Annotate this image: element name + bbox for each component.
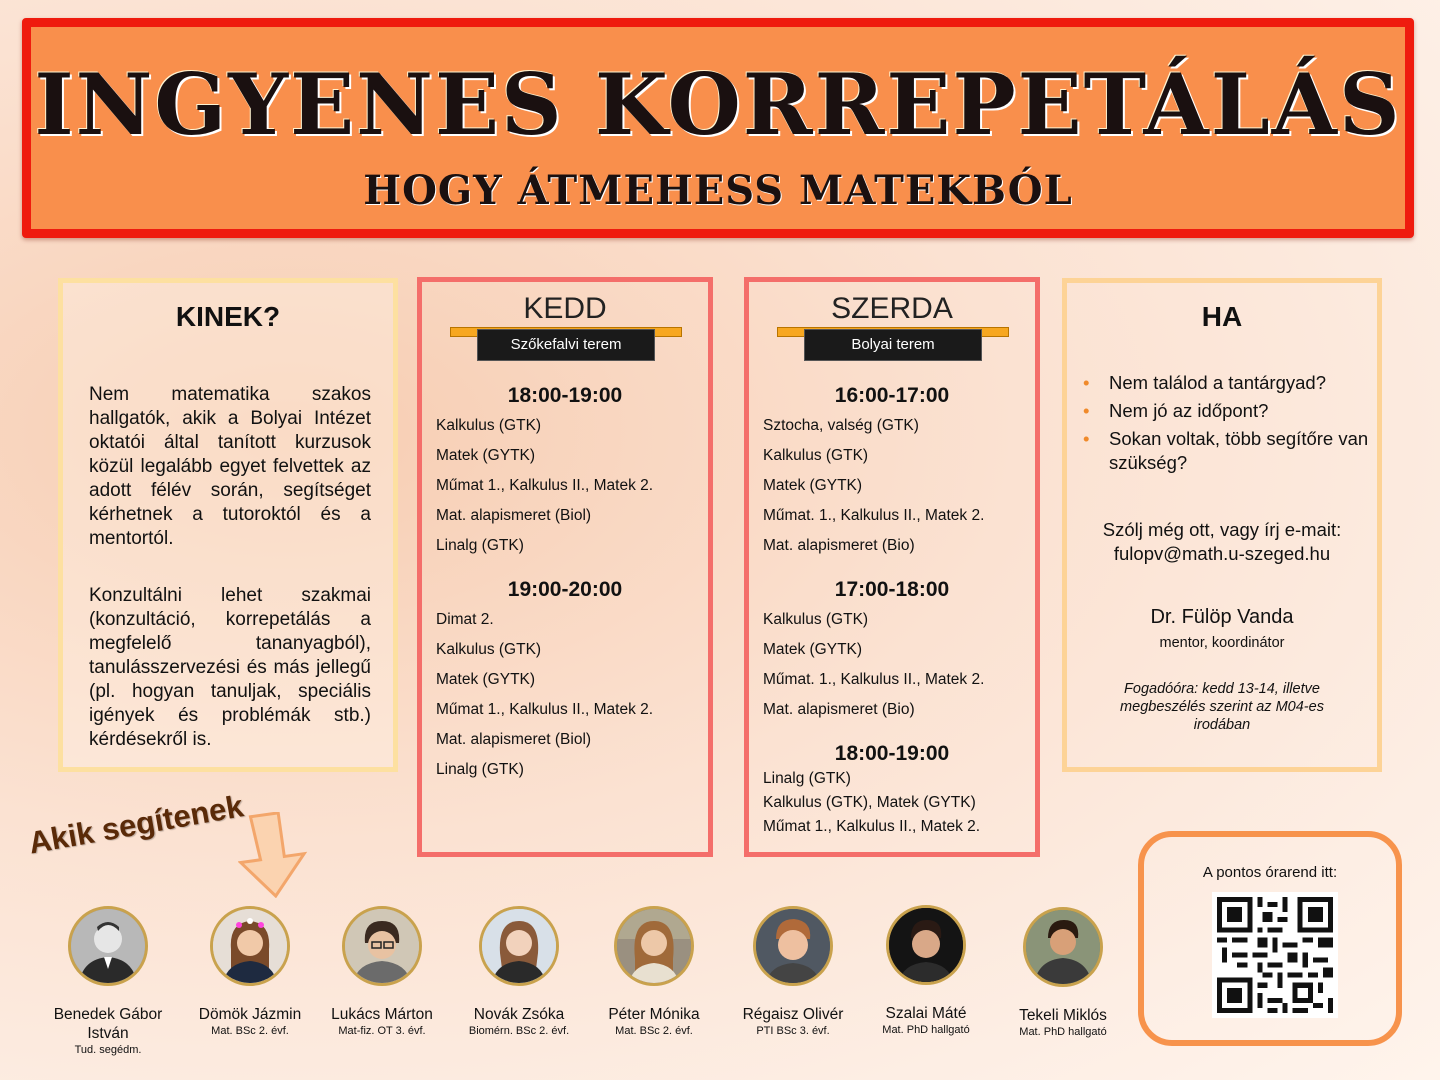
- szerda-day-heading: SZERDA: [831, 292, 953, 325]
- course-item: Kalkulus (GTK): [763, 447, 869, 464]
- avatar: [886, 905, 966, 985]
- coordinator-name: Dr. Fülöp Vanda: [1150, 606, 1294, 628]
- header-banner: [22, 18, 1414, 238]
- helper-role: Mat-fiz. OT 3. évf.: [338, 1025, 426, 1037]
- bullet-icon: •: [1083, 372, 1090, 393]
- office-hours: Fogadóóra: kedd 13-14, illetve megbeszélés szerint az M04-es irodában: [1120, 681, 1324, 733]
- helpers-heading: Akik segítenek: [26, 788, 246, 861]
- szerda-slot-2-time: 17:00-18:00: [834, 578, 950, 601]
- course-item: Mat. alapismeret (Biol): [436, 507, 592, 524]
- course-item: Dimat 2.: [436, 611, 494, 628]
- helper-role: Tud. segédm.: [74, 1044, 142, 1056]
- course-item: Mat. alapismeret (Bio): [763, 537, 915, 554]
- course-item: Linalg (GTK): [763, 770, 851, 787]
- helper-card: [175, 906, 325, 1038]
- ha-heading: HA: [1201, 301, 1243, 332]
- kedd-box: [417, 277, 713, 857]
- coordinator-role: mentor, koordinátor: [1159, 635, 1285, 651]
- kedd-slot-2-time: 19:00-20:00: [507, 578, 623, 601]
- kinek-box: [58, 278, 398, 772]
- course-item: Mat. alapismeret (Biol): [436, 731, 592, 748]
- ha-bullet-list: [1079, 371, 1369, 479]
- course-item: Sztocha, valség (GTK): [763, 417, 919, 434]
- contact-email[interactable]: fulopv@math.u-szeged.hu: [1113, 543, 1331, 564]
- szerda-box: [744, 277, 1040, 857]
- helper-card: [579, 906, 729, 1038]
- helper-role: Mat. BSc 2. évf.: [211, 1025, 289, 1037]
- list-item: • Nem jó az időpont?: [1083, 400, 1269, 421]
- helper-name: Novák Zsóka: [473, 1006, 565, 1023]
- course-item: Linalg (GTK): [436, 537, 524, 554]
- helper-name: Régaisz Olivér: [742, 1006, 844, 1023]
- helper-card: [444, 906, 594, 1038]
- list-item: • Sokan voltak, több segítőre van szükség?: [1083, 428, 1369, 473]
- qr-code-icon[interactable]: [1212, 892, 1338, 1018]
- bullet-icon: •: [1083, 400, 1090, 421]
- course-item: Matek (GYTK): [436, 671, 536, 688]
- helper-card: [718, 906, 868, 1038]
- kedd-slot-1-time: 18:00-19:00: [507, 384, 623, 407]
- avatar: [68, 906, 148, 986]
- helper-name: Szalai Máté: [885, 1005, 967, 1022]
- szerda-room-label: Bolyai terem: [804, 329, 982, 361]
- helper-name: Tekeli Miklós: [1019, 1007, 1107, 1024]
- kinek-paragraph-1: Nem matematika szakos hallgatók, akik a Bolyai Intézet oktatói által tanított kurzusok közül legalább egyet felvettek az adott félév során, segítséget kérhetnek a tutoroktól és a mentortól.: [89, 384, 371, 549]
- course-item: Kalkulus (GTK): [763, 611, 869, 628]
- course-item: Műmat. 1., Kalkulus II., Matek 2.: [763, 507, 985, 524]
- avatar: [614, 906, 694, 986]
- helper-card: [851, 905, 1001, 1037]
- course-item: Kalkulus (GTK): [436, 417, 542, 434]
- avatar: [210, 906, 290, 986]
- avatar: [1023, 907, 1103, 987]
- course-item: Matek (GYTK): [436, 447, 536, 464]
- helper-card: [988, 907, 1138, 1039]
- kedd-day-heading: KEDD: [523, 292, 607, 325]
- helper-role: Biomérn. BSc 2. évf.: [468, 1025, 570, 1037]
- szerda-slot-3-time: 18:00-19:00: [834, 742, 950, 765]
- kinek-paragraph-2: Konzultálni lehet szakmai (konzultáció, korrepetálás a megfelelő tananyagból), tanulásszervezési és más jellegű (pl. hogyan tanuljak, speciális igények és problémák stb.) kérdésekről is.: [89, 585, 371, 750]
- contact-line: Szólj még ott, vagy írj e-mait:: [1102, 519, 1342, 540]
- kedd-room-label: Szőkefalvi terem: [477, 329, 655, 361]
- course-item: Műmat 1., Kalkulus II., Matek 2.: [763, 818, 981, 835]
- poster-subtitle: HOGY ÁTMEHESS MATEKBÓL: [363, 167, 1073, 214]
- helper-name: Benedek Gábor István: [53, 1006, 163, 1042]
- szerda-slot-1-time: 16:00-17:00: [834, 384, 950, 407]
- helper-card: [307, 906, 457, 1038]
- course-item: Mat. alapismeret (Bio): [763, 701, 915, 718]
- ha-box: [1062, 278, 1382, 772]
- poster-title: INGYENES KORREPETÁLÁS: [34, 55, 1402, 154]
- course-item: Matek (GYTK): [763, 641, 863, 658]
- helper-card: [33, 906, 183, 1057]
- helper-role: Mat. BSc 2. évf.: [615, 1025, 693, 1037]
- bullet-icon: •: [1083, 428, 1090, 449]
- course-item: Kalkulus (GTK), Matek (GYTK): [763, 794, 976, 811]
- helper-name: Péter Mónika: [608, 1006, 700, 1023]
- avatar: [342, 906, 422, 986]
- avatar: [753, 906, 833, 986]
- course-item: Műmat 1., Kalkulus II., Matek 2.: [436, 477, 654, 494]
- course-item: Műmat. 1., Kalkulus II., Matek 2.: [763, 671, 985, 688]
- course-item: Linalg (GTK): [436, 761, 524, 778]
- list-item: • Nem találod a tantárgyad?: [1083, 372, 1326, 393]
- qr-box: [1138, 831, 1402, 1046]
- helper-role: Mat. PhD hallgató: [882, 1024, 970, 1036]
- kinek-heading: KINEK?: [175, 301, 281, 332]
- helper-role: PTI BSc 3. évf.: [756, 1025, 830, 1037]
- helper-name: Lukács Márton: [331, 1006, 433, 1023]
- course-item: Matek (GYTK): [763, 477, 863, 494]
- helper-name: Dömök Jázmin: [198, 1006, 302, 1023]
- helper-role: Mat. PhD hallgató: [1019, 1026, 1107, 1038]
- course-item: Műmat 1., Kalkulus II., Matek 2.: [436, 701, 654, 718]
- down-arrow-icon: [238, 812, 308, 898]
- qr-label: A pontos órarend itt:: [1202, 864, 1338, 881]
- course-item: Kalkulus (GTK): [436, 641, 542, 658]
- avatar: [479, 906, 559, 986]
